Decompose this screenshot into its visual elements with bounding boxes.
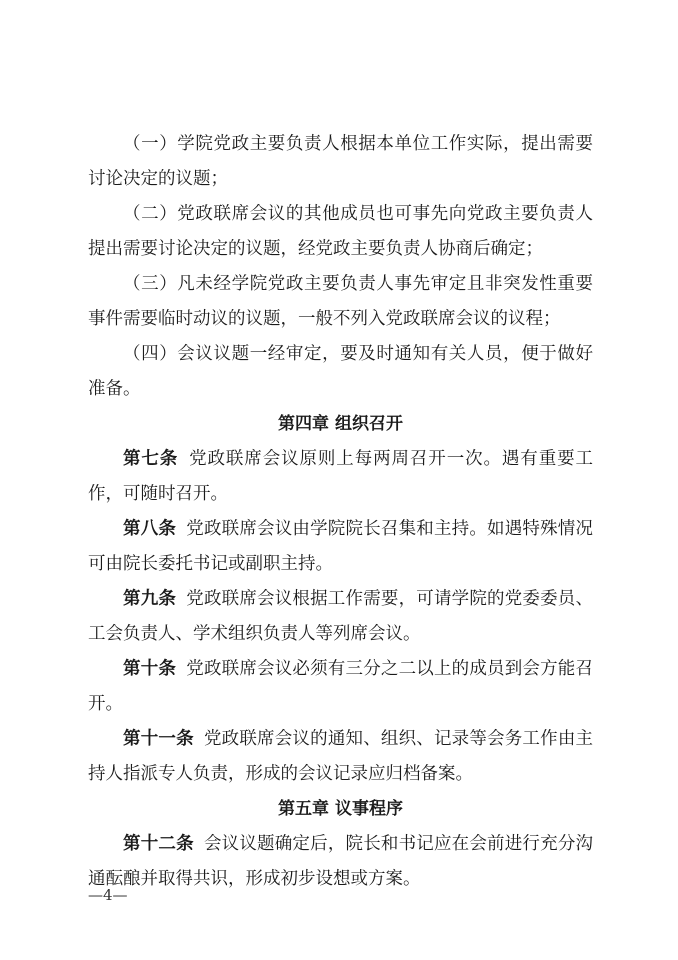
- agenda-item-3: （三）凡未经学院党政主要负责人事先审定且非突发性重要事件需要临时动议的议题，一般不列入党政联席会议的议程；: [88, 274, 593, 329]
- article-10: [88, 652, 593, 722]
- article-12-text: 会议议题确定后，院长和书记应在会前进行充分沟通酝酿并取得共识，形成初步设想或方案。: [88, 834, 594, 889]
- chapter-5-heading: 第五章 议事程序: [278, 799, 403, 819]
- agenda-item-4: （四）会议议题一经审定，要及时通知有关人员，便于做好准备。: [88, 344, 593, 399]
- article-9: [88, 582, 593, 652]
- agenda-item-2: （二）党政联席会议的其他成员也可事先向党政主要负责人提出需要讨论决定的议题，经党政主要负责人协商后确定；: [88, 204, 593, 259]
- article-7-text: 党政联席会议原则上每两周召开一次。遇有重要工作，可随时召开。: [88, 449, 594, 504]
- article-9-label: 第九条: [123, 589, 177, 609]
- article-8-label: 第八条: [123, 519, 177, 539]
- article-7-label: 第七条: [123, 449, 179, 469]
- article-7: [88, 442, 593, 512]
- article-10-label: 第十条: [123, 659, 177, 679]
- article-11-text: 党政联席会议的通知、组织、记录等会务工作由主持人指派专人负责，形成的会议记录应归档备案。: [88, 729, 594, 784]
- chapter-4-heading: 第四章 组织召开: [278, 414, 403, 434]
- article-8-text: 党政联席会议由学院院长召集和主持。如遇特殊情况可由院长委托书记或副职主持。: [88, 519, 593, 574]
- article-12: [88, 827, 593, 897]
- article-10-text: 党政联席会议必须有三分之二以上的成员到会方能召开。: [88, 659, 593, 714]
- page-body: [88, 127, 593, 897]
- page-number: —4—: [88, 886, 128, 904]
- article-11-label: 第十一条: [123, 729, 194, 749]
- article-12-label: 第十二条: [123, 834, 194, 854]
- agenda-item-1: （一）学院党政主要负责人根据本单位工作实际，提出需要讨论决定的议题；: [88, 134, 593, 189]
- article-11: [88, 722, 593, 792]
- article-8: [88, 512, 593, 582]
- article-9-text: 党政联席会议根据工作需要，可请学院的党委委员、工会负责人、学术组织负责人等列席会议。: [88, 589, 593, 644]
